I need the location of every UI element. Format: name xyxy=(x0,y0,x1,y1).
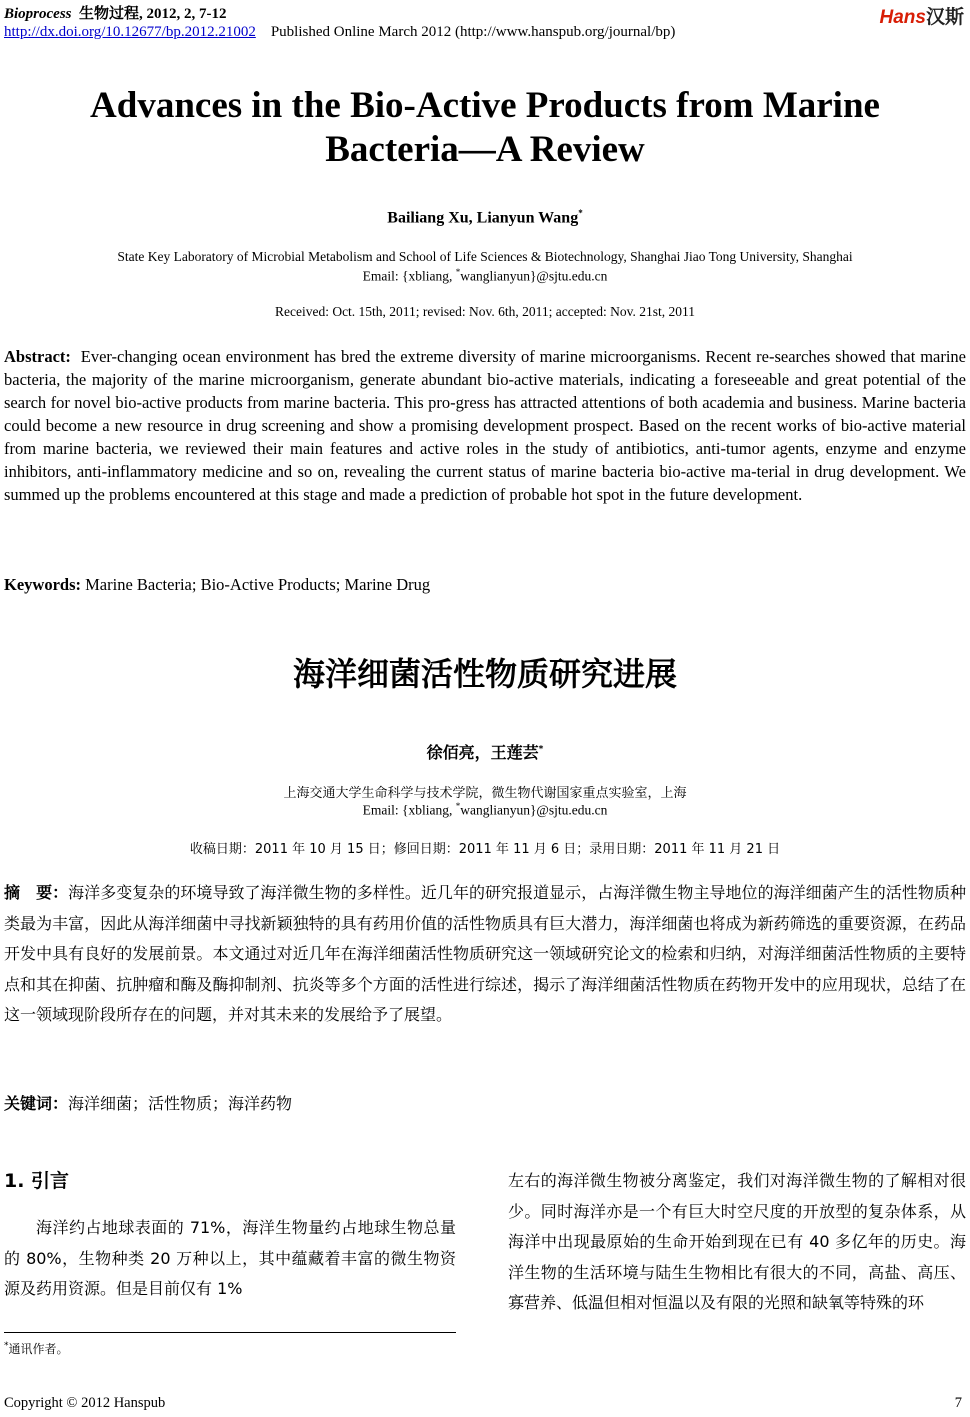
cn-keywords-label: 关键词： xyxy=(4,1094,69,1113)
abstract-label: Abstract: xyxy=(4,347,71,366)
journal-volume: , 2012, 2, 7-12 xyxy=(139,6,227,22)
abstract xyxy=(4,345,966,506)
footnote-divider xyxy=(4,1332,456,1333)
footer-copyright: Copyright © 2012 Hanspub xyxy=(4,1395,166,1411)
paper-title xyxy=(0,84,970,172)
cn-paper-title: 海洋细菌活性物质研究进展 xyxy=(292,655,677,693)
footnote-text: 通讯作者。 xyxy=(8,1342,69,1356)
authors xyxy=(0,208,970,227)
cn-abstract-text: 海洋多变复杂的环境导致了海洋微生物的多样性。近几年的研究报道显示，占海洋微生物主导地位的海洋细菌产生的活性物质种类最为丰富，因此从海洋细菌中寻找新颖独特的具有药用价值的活性物质具有巨大潜力，海洋细菌也将成为新药筛选的重要资源，在药品开发中具有良好的发展前景。本文通过对近几年在海洋细菌活性物质研究这一领域研究论文的检索和归纳，对海洋细菌活性物质的主要特点和其在抑菌、抗肿瘤和酶及酶抑制剂、抗炎等多个方面的活性进行综述，揭示了海洋细菌活性物质在药物开发中的应用现状，总结了在这一领域现阶段所存在的问题，并对其未来的发展给予了展望。 xyxy=(4,883,966,1024)
page-number: 7 xyxy=(954,1395,962,1411)
keywords xyxy=(4,575,430,595)
author-names: Bailiang Xu, Lianyun Wang xyxy=(387,209,579,227)
keywords-label: Keywords: xyxy=(4,575,81,594)
email-suffix: wanglianyun}@sjtu.edu.cn xyxy=(460,268,608,284)
hans-logo xyxy=(880,2,964,29)
journal-header xyxy=(4,2,227,23)
doi-line xyxy=(4,24,675,41)
cn-keywords-text: 海洋细菌；活性物质；海洋药物 xyxy=(68,1094,293,1113)
cn-author-names: 徐佰亮，王莲芸 xyxy=(426,743,539,762)
journal-name: Bioprocess xyxy=(4,6,72,22)
footnote xyxy=(4,1340,69,1357)
logo-text-cn: 汉斯 xyxy=(925,7,964,28)
email-line xyxy=(0,267,970,285)
email-mark: * xyxy=(455,267,461,277)
logo-text: Hans xyxy=(879,7,926,28)
cn-email-line xyxy=(0,801,970,819)
cn-corresponding-mark: * xyxy=(538,744,544,755)
keywords-text: Marine Bacteria; Bio-Active Products; Marine Drug xyxy=(85,575,431,594)
footnote-mark: * xyxy=(4,1341,9,1351)
journal-name-cn: 生物过程 xyxy=(79,6,140,22)
right-column-text: 左右的海洋微生物被分离鉴定，我们对海洋微生物的了解相对很少。同时海洋亦是一个有巨大时空尺度的开放型的复杂体系，从海洋中出现最原始的生命开始到现在已有 40 多亿年的历史。海洋生物的生活环境与陆生生物相比有很大的不同，高盐、高压、寡营养、低温但相对恒温以及有限的光照和缺氧等特殊的环 xyxy=(508,1171,966,1312)
cn-email-suffix: wanglianyun}@sjtu.edu.cn xyxy=(460,802,608,818)
cn-received-dates: 收稿日期：2011 年 10 月 15 日；修回日期：2011 年 11 月 6 日；录用日期：2011 年 11 月 21 日 xyxy=(189,842,781,857)
cn-abstract-label: 摘 要： xyxy=(4,883,69,902)
title-line-1: Advances in the Bio-Active Products from Marine xyxy=(90,85,880,126)
section-heading-introduction: 1. 引言 xyxy=(4,1170,70,1192)
cn-email-prefix: Email: {xbliang, xyxy=(362,802,456,818)
email-prefix: Email: {xbliang, xyxy=(362,268,456,284)
published-online: Published Online March 2012 (http://www.hanspub.org/journal/bp) xyxy=(270,24,676,40)
cn-affiliation: 上海交通大学生命科学与技术学院，微生物代谢国家重点实验室，上海 xyxy=(283,786,687,801)
corresponding-mark: * xyxy=(578,208,583,218)
received-dates: Received: Oct. 15th, 2011; revised: Nov. 6th, 2011; accepted: Nov. 21st, 2011 xyxy=(274,304,696,319)
left-column-text: 海洋约占地球表面的 71%，海洋生物量约占地球生物总量的 80%，生物种类 20 万种以上，其中蕴藏着丰富的微生物资源及药用资源。但是目前仅有 1% xyxy=(4,1218,456,1298)
cn-authors xyxy=(0,740,970,763)
cn-keywords xyxy=(4,1091,292,1114)
abstract-text: Ever-changing ocean environment has bred the extreme diversity of marine microorganisms. Recent re-searches showed that marine bacteria, the majority of the marine microorganism, generate abundant bio-active materials, indicating a foreseeable and great potential of the search for novel bio-active products from marine bacteria. This pro-gress has attracted attentions of both academia and business. Marine bacteria could become a new resource in drug screening and show a promising development prospect. Based on the recent works of bio-active material from marine bacteria, we reviewed their main features and active roles in the study of antibiotics, anti-tumor agents, enzyme and enzyme inhibitors, anti-inflammatory medicine and so on, revealing the current status of marine bacteria bio-active ma-terial in drug development. We summed up the problems encountered at this stage and made a prediction of probable hot spot in the future development. xyxy=(4,347,967,504)
affiliation: State Key Laboratory of Microbial Metabolism and School of Life Sciences & Biotechnology, Shanghai Jiao Tong University, Shanghai xyxy=(117,249,853,264)
cn-abstract xyxy=(4,878,966,1031)
doi-link[interactable]: http://dx.doi.org/10.12677/bp.2012.21002 xyxy=(4,24,256,40)
cn-email-mark: * xyxy=(455,801,461,811)
title-line-2: Bacteria—A Review xyxy=(325,129,645,170)
